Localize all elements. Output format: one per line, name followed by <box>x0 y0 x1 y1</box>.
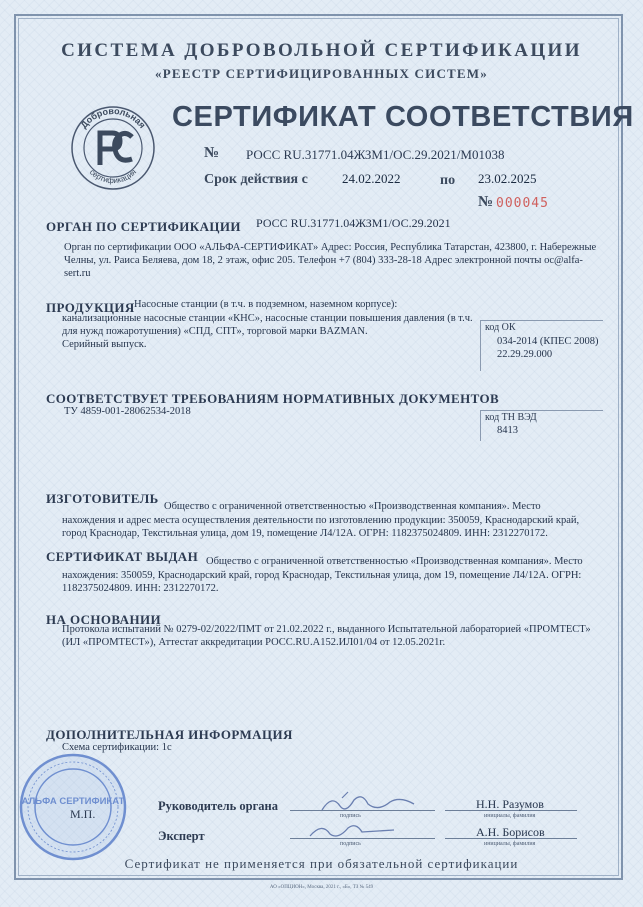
product-line1: Насосные станции (в т.ч. в подземном, наземном корпусе): <box>134 299 398 310</box>
logo-top-text: Добровольная <box>78 105 148 131</box>
system-subtitle: «РЕЕСТР СЕРТИФИЦИРОВАННЫХ СИСТЕМ» <box>155 66 488 81</box>
ok-code-value1: 034-2014 (КПЕС 2008) <box>497 336 599 347</box>
manufacturer-line1: Общество с ограниченной ответственностью «Производственная компания». Место <box>164 501 541 512</box>
additional-text: Схема сертификации: 1с <box>62 742 172 753</box>
head-name: Н.Н. Разумов <box>476 797 544 811</box>
head-signature <box>318 790 418 816</box>
stamp-text: АЛЬФА СЕРТИФИКАТ <box>21 796 125 807</box>
ok-code-label: код ОК <box>485 322 516 333</box>
organ-heading: ОРГАН ПО СЕРТИФИКАЦИИ <box>46 219 241 234</box>
issued-line1: Общество с ограниченной ответственностью «Производственная компания». Место <box>206 556 583 567</box>
product-text: канализационные насосные станции «КНС», насосные станции повышения давления (в т.ч. для нужд пожаротушения) «СПД, СПТ», торговой марки BAZMAN. <box>62 313 473 337</box>
manufacturer-text: нахождения и адрес места осуществления деятельности по изготовлению продукции: 350059, Краснодарский край, город Краснодар, Текстильная улица, дом 19, помещение Л4/12А. ОГРН: 1182375024809. ИНН: 2312270172. <box>62 515 580 539</box>
expert-name: А.Н. Борисов <box>476 825 545 839</box>
footer-note: Сертификат не применяется при обязательной сертификации <box>124 856 519 871</box>
expert-name-caption: инициалы, фамилия <box>484 841 536 847</box>
date-from: 24.02.2022 <box>342 171 401 186</box>
certificate-title: СЕРТИФИКАТ СООТВЕТСТВИЯ <box>172 101 634 133</box>
additional-heading: ДОПОЛНИТЕЛЬНАЯ ИНФОРМАЦИЯ <box>46 727 293 742</box>
printer-imprint: АО «ОПЦИОН», Москва, 2021 г., «Б», ТЗ № 549 <box>269 885 374 890</box>
issued-heading: СЕРТИФИКАТ ВЫДАН <box>46 549 199 564</box>
svg-text:сертификация <box>88 167 138 185</box>
rs-logo-icon <box>70 105 156 191</box>
tnved-value: 8413 <box>497 425 518 436</box>
basis-text: Протокола испытаний № 0279-02/2022/ПМТ от 21.02.2022 г., выданного Испытательной лабораторией «ПРОМТЕСТ» (ИЛ «ПРОМТЕСТ»), Аттестат аккредитации РОСС.RU.А152.ИЛ01/04 от 12.05.2021г. <box>62 624 591 648</box>
conformity-doc: ТУ 4859-001-28062534-2018 <box>64 406 191 417</box>
head-sign-caption: подпись <box>340 813 361 819</box>
tnved-label: код ТН ВЭД <box>485 412 537 423</box>
signature-icon <box>304 820 404 842</box>
expert-label: Эксперт <box>158 829 205 843</box>
product-serial: Серийный выпуск. <box>62 339 147 350</box>
logo-bottom-text: сертификация <box>87 167 139 186</box>
organ-text: Орган по сертификации ООО «АЛЬФА-СЕРТИФИКАТ» Адрес: Россия, Республика Татарстан, 423800, г. Набережные Челны, ул. Раиса Беляева, дом 18, 2 этаж, офис 205. Телефон +7 (804) 333-28-18 Адрес электронной почты oc@alfa-sert.ru <box>64 242 597 279</box>
certificate-number: РОСС RU.31771.04ЖЗМ1/ОС.29.2021/М01038 <box>246 147 505 162</box>
system-title: СИСТЕМА ДОБРОВОЛЬНОЙ СЕРТИФИКАЦИИ <box>61 40 582 61</box>
ok-code-box <box>480 320 603 371</box>
head-label: Руководитель органа <box>158 799 278 813</box>
head-name-caption: инициалы, фамилия <box>484 813 536 819</box>
signature-icon <box>318 790 418 816</box>
organ-code: РОСС RU.31771.04ЖЗМ1/ОС.29.2021 <box>256 216 451 230</box>
validity-label: Срок действия с <box>204 172 308 187</box>
expert-sign-caption: подпись <box>340 841 361 847</box>
to-label: по <box>440 173 456 188</box>
date-to: 23.02.2025 <box>478 171 537 186</box>
serial-label: № <box>478 194 494 210</box>
serial-number: 000045 <box>496 196 549 211</box>
basis-heading: НА ОСНОВАНИИ <box>46 612 162 627</box>
product-heading: ПРОДУКЦИЯ <box>46 300 135 315</box>
tnved-code-box <box>480 410 603 441</box>
voluntary-certification-logo <box>70 105 156 191</box>
ok-code-value2: 22.29.29.000 <box>497 349 553 360</box>
expert-signature <box>304 820 404 842</box>
manufacturer-heading: ИЗГОТОВИТЕЛЬ <box>46 491 159 506</box>
svg-text:Добровольная <box>79 106 148 130</box>
number-label: № <box>204 145 220 161</box>
conformity-heading: СООТВЕТСТВУЕТ ТРЕБОВАНИЯМ НОРМАТИВНЫХ ДОКУМЕНТОВ <box>46 391 500 406</box>
issued-text: нахождения: 350059, Краснодарский край, город Краснодар, Текстильная улица, дом 19, помещение Л4/12А. ОГРН: 1182375024809. ИНН: 2312270172. <box>62 570 582 594</box>
seal-mark: М.П. <box>70 807 96 821</box>
